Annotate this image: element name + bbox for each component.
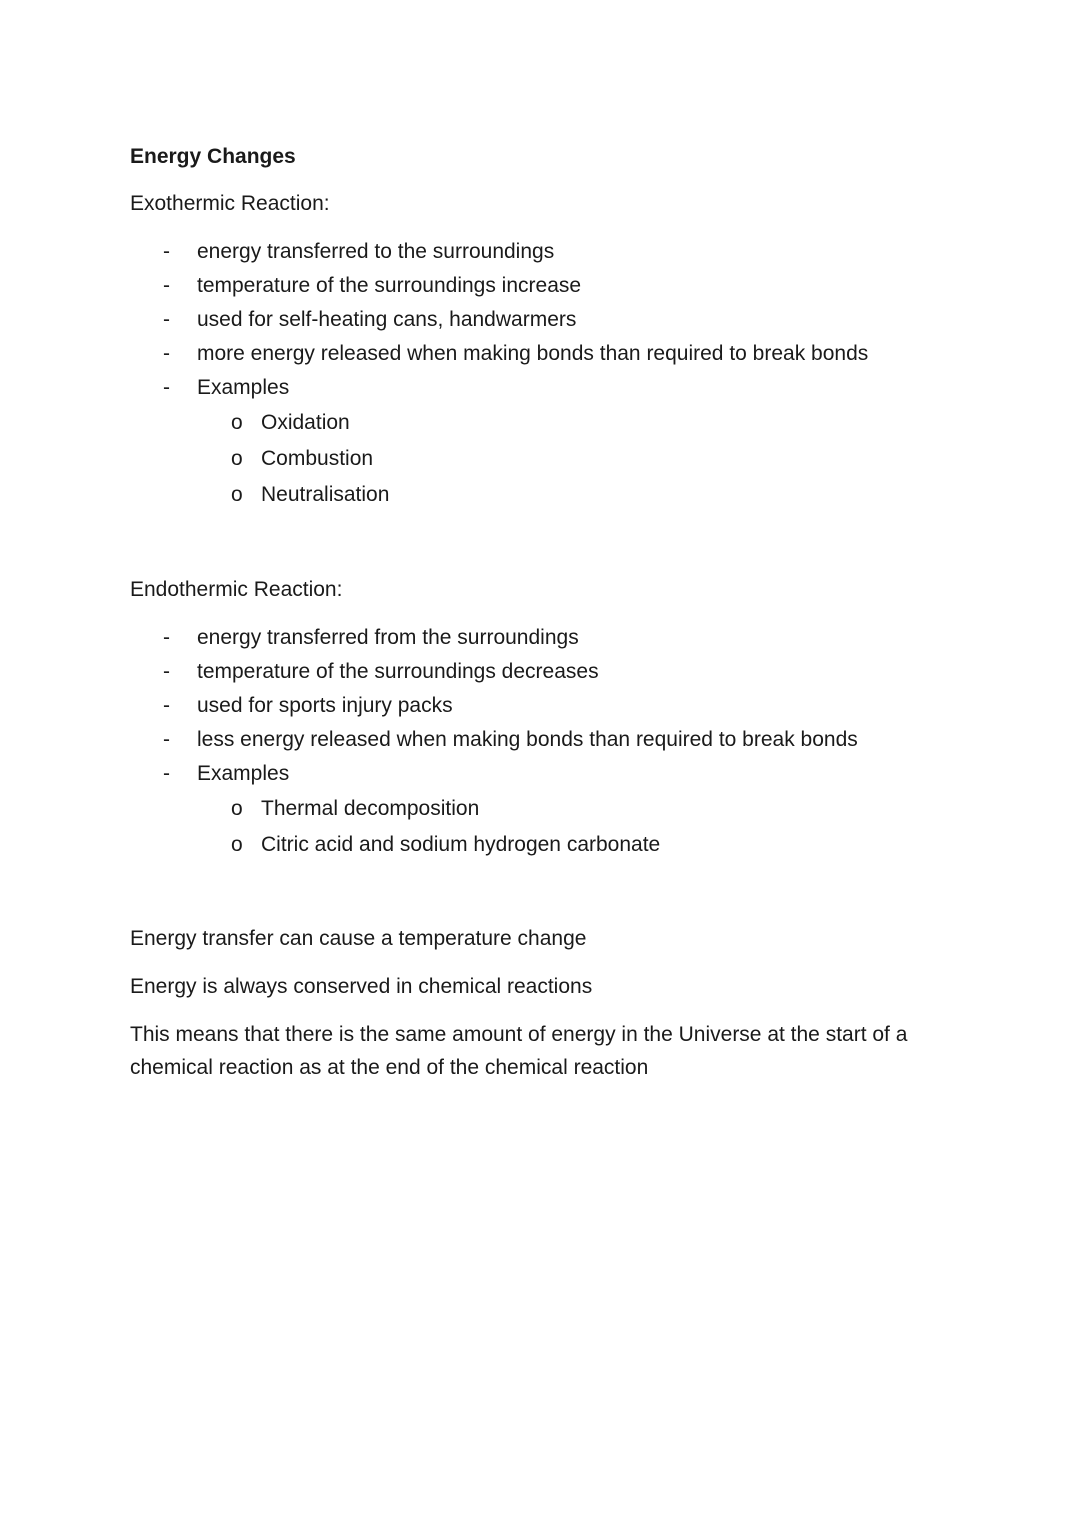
sub-bullet-text: Thermal decomposition (261, 797, 480, 820)
sub-bullet-text: Citric acid and sodium hydrogen carbonate (261, 833, 661, 856)
bullet-item (130, 723, 950, 757)
circle-bullet-marker: o (231, 483, 243, 506)
sub-bullet-list-endothermic (130, 791, 950, 863)
bullet-text: temperature of the surroundings decreases (197, 660, 599, 683)
bullet-text: Examples (197, 376, 290, 399)
bullet-text: energy transferred from the surroundings (197, 626, 579, 649)
bullet-list-exothermic (130, 235, 950, 405)
dash-bullet-marker: - (163, 694, 170, 717)
dash-bullet-marker: - (163, 342, 170, 365)
sub-bullet-item (130, 477, 950, 513)
dash-bullet-marker: - (163, 626, 170, 649)
dash-bullet-marker: - (163, 728, 170, 751)
section-heading-exothermic: Exothermic Reaction: (130, 192, 330, 215)
bullet-list-endothermic (130, 621, 950, 791)
dash-bullet-marker: - (163, 762, 170, 785)
bullet-item (130, 621, 950, 655)
bullet-item (130, 655, 950, 689)
bullet-text: used for sports injury packs (197, 694, 453, 717)
bullet-text: less energy released when making bonds than required to break bonds (197, 728, 858, 751)
bullet-item (130, 757, 950, 791)
sub-bullet-text: Oxidation (261, 411, 350, 434)
sub-bullet-list-exothermic (130, 405, 950, 513)
bullet-text: Examples (197, 762, 290, 785)
section-heading-endothermic: Endothermic Reaction: (130, 578, 343, 601)
bullet-item (130, 337, 950, 371)
sub-bullet-item (130, 827, 950, 863)
paragraph-temperature-change: Energy transfer can cause a temperature change (130, 927, 587, 950)
sub-bullet-text: Neutralisation (261, 483, 390, 506)
bullet-item (130, 371, 950, 405)
bullet-item (130, 269, 950, 303)
dash-bullet-marker: - (163, 240, 170, 263)
bullet-item (130, 235, 950, 269)
circle-bullet-marker: o (231, 411, 243, 434)
dash-bullet-marker: - (163, 376, 170, 399)
circle-bullet-marker: o (231, 797, 243, 820)
bullet-text: energy transferred to the surroundings (197, 240, 555, 263)
dash-bullet-marker: - (163, 274, 170, 297)
sub-bullet-text: Combustion (261, 447, 374, 470)
circle-bullet-marker: o (231, 447, 243, 470)
dash-bullet-marker: - (163, 660, 170, 683)
document-title: Energy Changes (130, 145, 296, 168)
paragraph-universe-energy: This means that there is the same amount of energy in the Universe at the start of a chemical reaction as at the end of the chemical reaction (130, 1023, 908, 1079)
dash-bullet-marker: - (163, 308, 170, 331)
sub-bullet-item (130, 791, 950, 827)
sub-bullet-item (130, 441, 950, 477)
bullet-text: temperature of the surroundings increase (197, 274, 582, 297)
bullet-item (130, 303, 950, 337)
bullet-text: used for self-heating cans, handwarmers (197, 308, 577, 331)
sub-bullet-item (130, 405, 950, 441)
circle-bullet-marker: o (231, 833, 243, 856)
bullet-item (130, 689, 950, 723)
paragraph-energy-conserved: Energy is always conserved in chemical reactions (130, 975, 593, 998)
bullet-text: more energy released when making bonds than required to break bonds (197, 342, 869, 365)
